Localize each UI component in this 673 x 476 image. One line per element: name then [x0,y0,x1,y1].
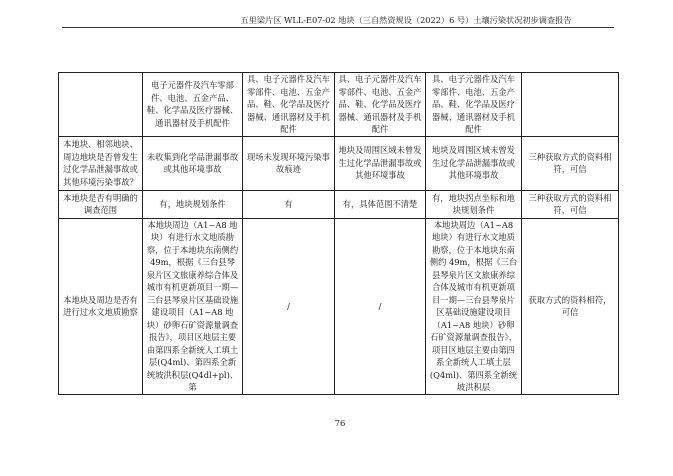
table-cell-b: 具、电子元器件及汽车零部件、电池、五金产品、鞋、化学品及医疗器械、通讯器材及手机配件 [243,73,335,137]
table-cell-e: 三种获取方式的资料相符，可信 [522,136,619,190]
header-divider [62,27,614,28]
table-cell-e: 获取方式的资料相符，可信 [522,218,619,394]
table-cell-c: 有，具体范围不清楚 [335,190,426,218]
table-cell-d: 有，地块拐点坐标和地块规划条件 [426,190,522,218]
table-cell-c: 地块及周围区域未曾发生过化学品泄漏事故或其他环境事故 [335,136,426,190]
table-cell-d: 本地块周边（A1~A8 地块）有进行水文地质勘察，位于本地块东南侧约 49m，根据《三台县琴泉片区文旅康养综合体及城市有机更新项目一期—三台县琴泉片区基础设施建设项目（A1~A8 地块）砂卵石矿资源量调查报告》，项目区地层主要由第四系全新统人工填土层(Q4ml)、第四系全新统坡洪积层 [426,218,522,394]
table-cell-e [522,73,619,137]
table-cell-a: 未收集到化学品泄漏事故或其他环境事故 [143,136,243,190]
table-cell-e: 三种获取方式的资料相符，可信 [522,190,619,218]
table-cell-d: 具、电子元器件及汽车零部件、电池、五金产品、鞋、化学品及医疗器械、通讯器材及手机配件 [426,73,522,137]
table-cell-b: / [243,218,335,394]
table-cell-item: 本地块、相邻地块、周边地块是否曾发生过化学品泄漏事故或其他环境污染事故？ [59,136,143,190]
page-header-title: 五里梁片区 WLL-E07-02 地块（三自然资规设（2022）6 号）土壤污染状况初步调查报告 [240,15,572,25]
table-row [59,73,619,137]
table-row [59,218,619,394]
table-cell-item [59,73,143,137]
table-cell-a: 电子元器件及汽车零部件、电池、五金产品、鞋、化学品及医疗器械、通讯器材及手机配件 [143,73,243,137]
investigation-table [58,72,619,395]
table-cell-d: 地块及周围区域未曾发生过化学品泄漏事故或其他环境事故 [426,136,522,190]
table-cell-a: 有，地块规划条件 [143,190,243,218]
table-row [59,190,619,218]
table-cell-a: 本地块周边（A1~A8 地块）有进行水文地质勘察，位于本地块东南侧约 49m，根据《三台县琴泉片区文旅康养综合体及城市有机更新项目一期—三台县琴泉片区基础设施建设项目（A1~A8 地块）砂卵石矿资源量调查报告》，项目区地层主要由第四系全新统人工填土层(Q4ml)、第四系全新统坡洪积层(Q4dl+pl)、第 [143,218,243,394]
table-cell-b: 有 [243,190,335,218]
page-number: 76 [334,419,346,429]
table-cell-item: 本地块及周边是否有进行过水文地质勘察 [59,218,143,394]
table-row [59,136,619,190]
table-cell-item: 本地块是否有明确的调查范围 [59,190,143,218]
table-cell-b: 现场未发现环境污染事故痕迹 [243,136,335,190]
table-cell-c: / [335,218,426,394]
table-cell-c: 具、电子元器件及汽车零部件、电池、五金产品、鞋、化学品及医疗器械、通讯器材及手机配件 [335,73,426,137]
